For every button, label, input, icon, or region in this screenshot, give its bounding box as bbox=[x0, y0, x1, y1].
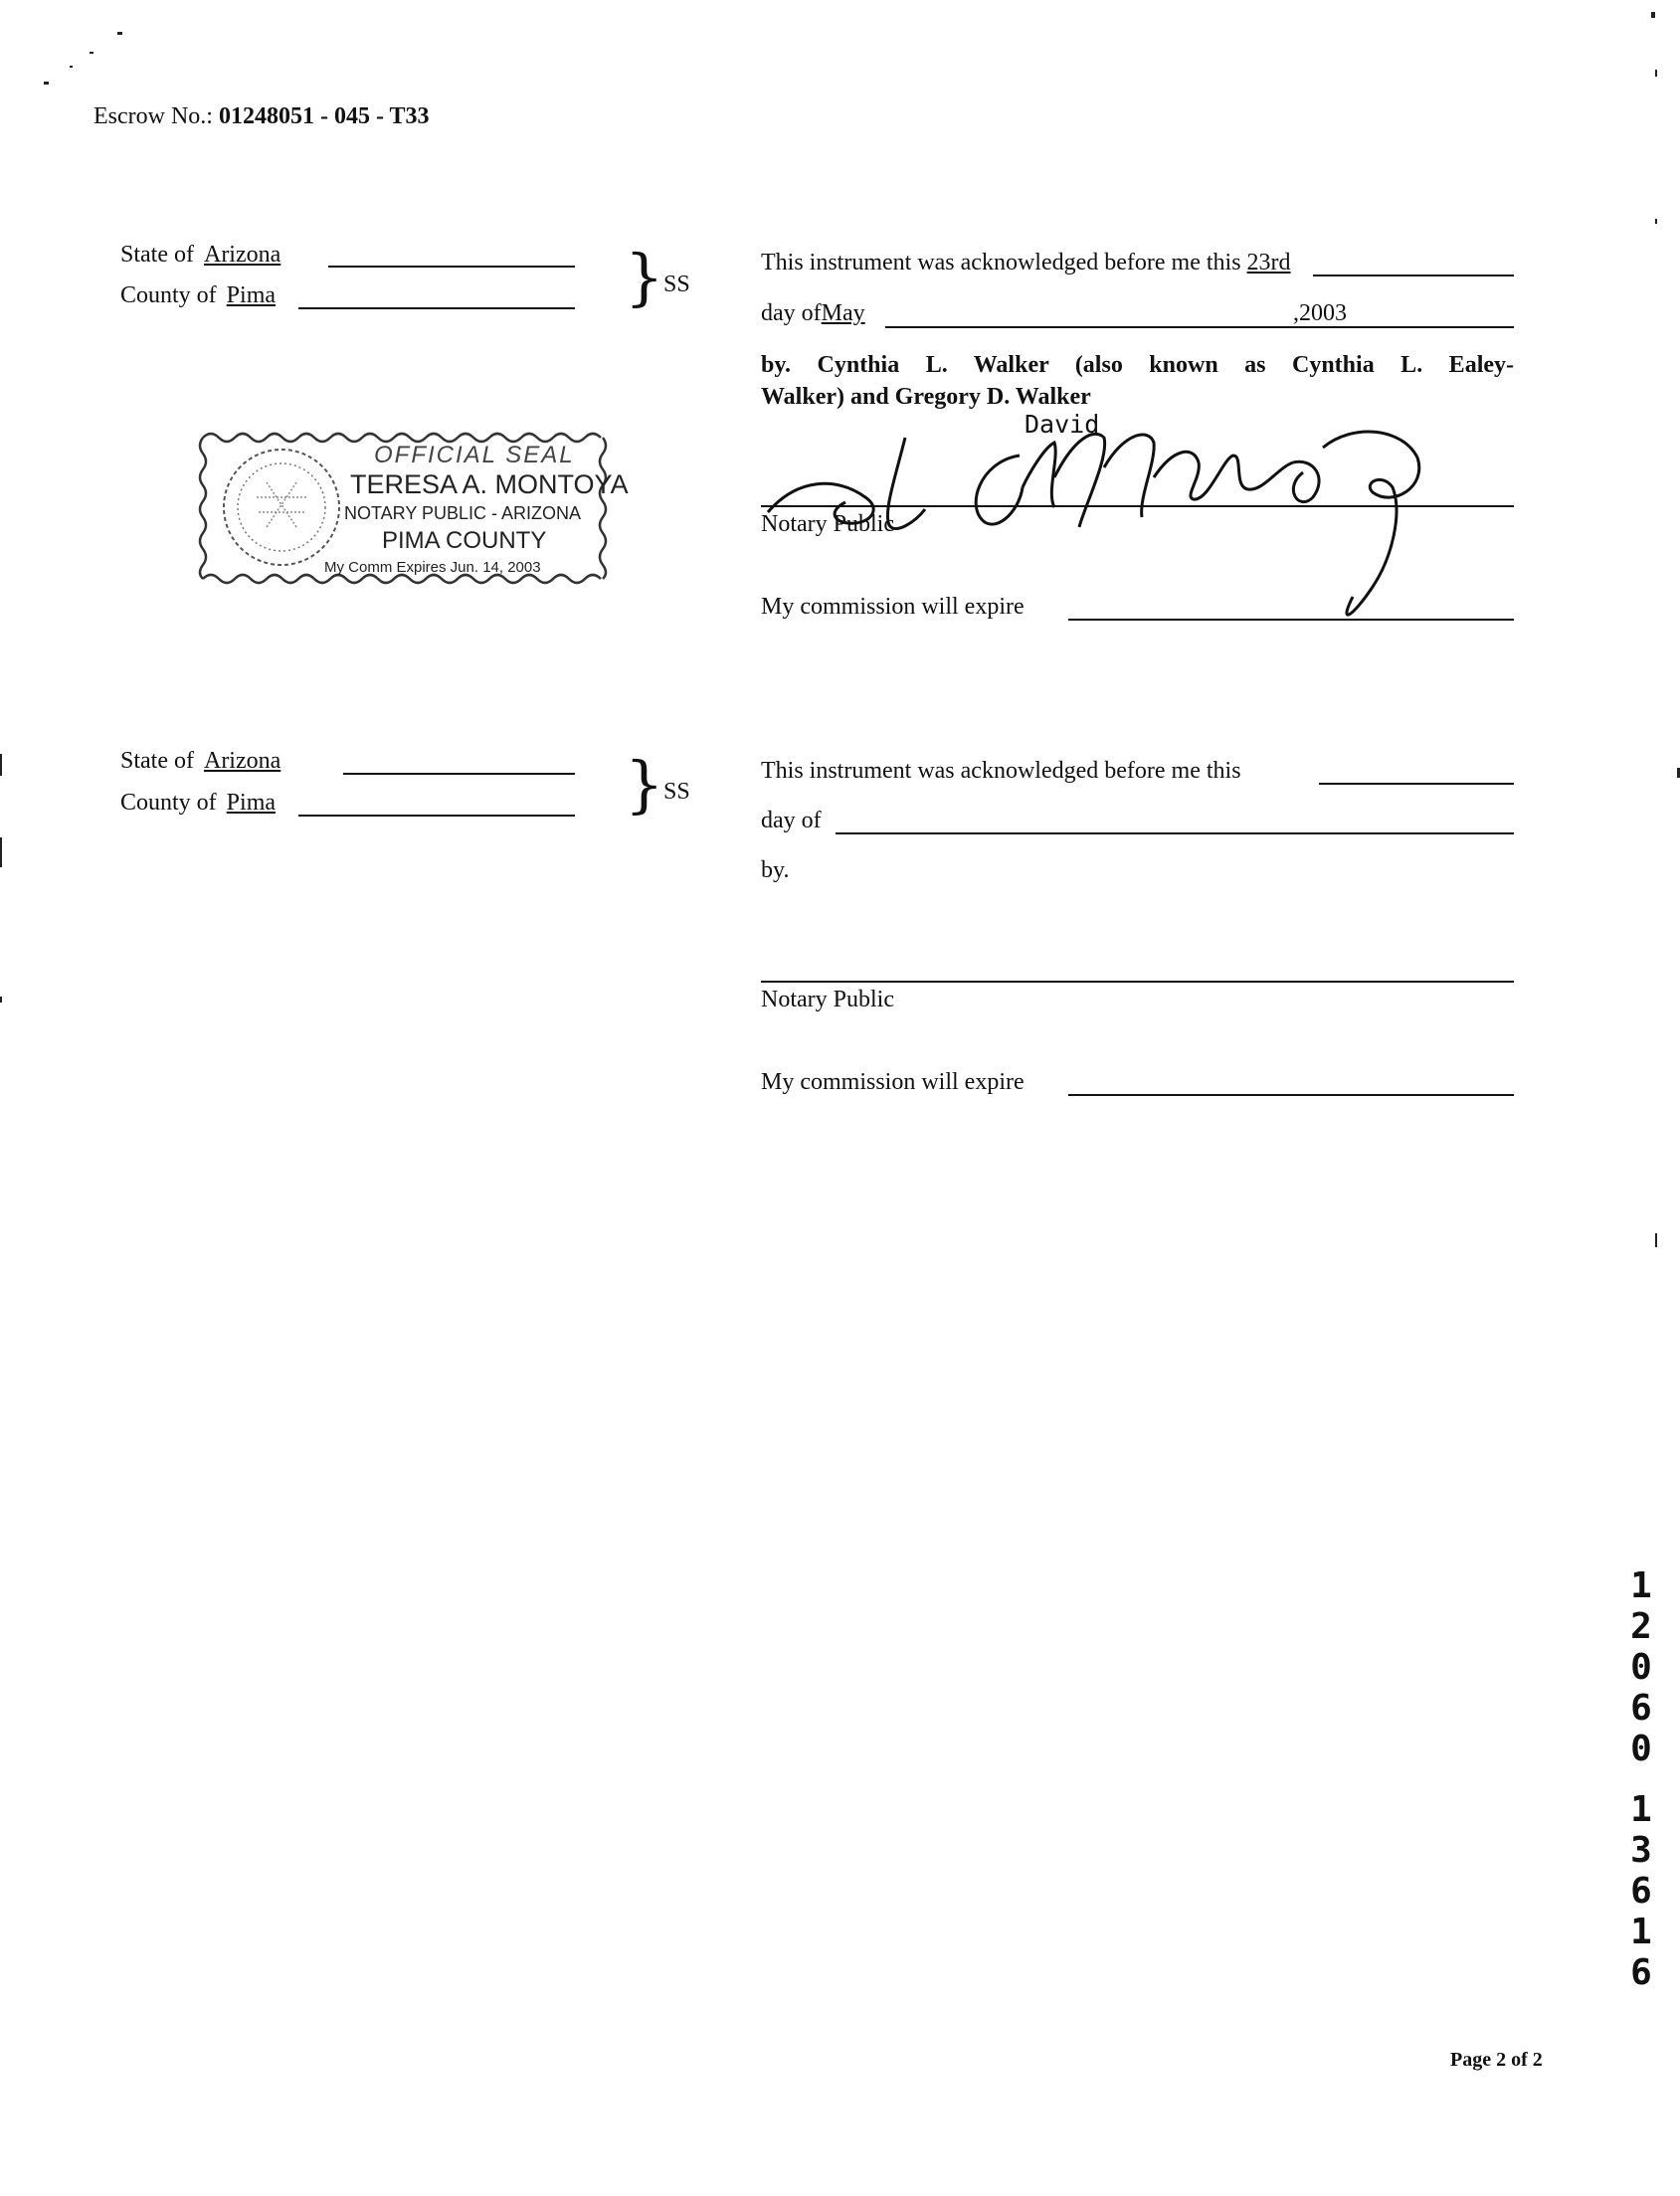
seal-line-5: My Comm Expires Jun. 14, 2003 bbox=[324, 559, 541, 576]
month-value: May bbox=[821, 300, 865, 326]
commission-underline-2 bbox=[1068, 1094, 1514, 1096]
escrow-number: 01248051 - 045 - T33 bbox=[218, 103, 430, 129]
scan-speck bbox=[0, 837, 2, 867]
ss-label: SS bbox=[663, 779, 690, 805]
state-value: Arizona bbox=[203, 242, 281, 268]
county-line-2 bbox=[120, 790, 276, 817]
recording-digit: 6 bbox=[1630, 1871, 1652, 1912]
ack-day: 23rd bbox=[1246, 250, 1291, 275]
recording-digit: 6 bbox=[1630, 1688, 1652, 1729]
day-of-label: day of bbox=[761, 300, 822, 326]
recording-digit: 1 bbox=[1630, 1912, 1652, 1952]
by-parties-line-2: Walker) and Gregory D. Walker bbox=[761, 384, 1091, 410]
county-value: Pima bbox=[226, 282, 277, 308]
ss-label: SS bbox=[663, 272, 690, 297]
brace-icon: } bbox=[625, 748, 664, 821]
by-parties-line-1: by. Cynthia L. Walker (also known as Cynthia L. Ealey- bbox=[761, 352, 1514, 378]
year-value: ,2003 bbox=[1293, 300, 1347, 326]
notary-public-label-2: Notary Public bbox=[761, 987, 894, 1012]
seal-line-4: PIMA COUNTY bbox=[382, 527, 547, 554]
scan-speck bbox=[117, 32, 122, 35]
scan-speck bbox=[90, 52, 93, 54]
state-label: State of bbox=[120, 748, 194, 774]
recording-digit: 1 bbox=[1630, 1789, 1652, 1830]
state-line-underline bbox=[343, 773, 575, 775]
scan-speck bbox=[70, 66, 73, 68]
day-of-line-1 bbox=[761, 300, 865, 327]
scan-speck bbox=[0, 754, 2, 776]
brace-icon: } bbox=[625, 241, 664, 313]
ack-day-underline bbox=[1313, 274, 1514, 276]
ack-text-2: This instrument was acknowledged before me this bbox=[761, 758, 1241, 784]
scan-speck bbox=[0, 997, 2, 1003]
recording-digit: 6 bbox=[1630, 1952, 1652, 1993]
escrow-header bbox=[93, 103, 430, 130]
recording-digit: 0 bbox=[1630, 1647, 1652, 1688]
scan-speck bbox=[44, 82, 49, 85]
county-value: Pima bbox=[226, 790, 277, 816]
commission-label-1: My commission will expire bbox=[761, 594, 1025, 620]
day-of-label-2: day of bbox=[761, 808, 822, 833]
notary-signature-line bbox=[761, 505, 1514, 507]
state-line-1 bbox=[120, 242, 280, 269]
scan-speck bbox=[1651, 12, 1655, 18]
ack-text: This instrument was acknowledged before me this bbox=[761, 250, 1241, 275]
seal-line-3: NOTARY PUBLIC - ARIZONA bbox=[344, 503, 582, 523]
official-seal-stamp bbox=[197, 428, 629, 587]
notary-signature-line-2 bbox=[761, 981, 1514, 983]
seal-line-1: OFFICIAL SEAL bbox=[374, 442, 575, 468]
recording-number bbox=[1621, 1565, 1661, 1993]
state-line-underline bbox=[328, 266, 575, 268]
seal-line-2: TERESA A. MONTOYA bbox=[350, 469, 629, 499]
recording-digit-gap bbox=[1621, 1769, 1661, 1789]
recording-digit: 3 bbox=[1630, 1830, 1652, 1871]
recording-digit: 2 bbox=[1630, 1606, 1652, 1647]
by-label-2: by. bbox=[761, 857, 790, 883]
commission-label-2: My commission will expire bbox=[761, 1069, 1025, 1095]
recording-digit: 1 bbox=[1630, 1565, 1652, 1606]
state-label: State of bbox=[120, 242, 194, 268]
page-number: Page 2 of 2 bbox=[1450, 2049, 1543, 2071]
scan-speck bbox=[1655, 70, 1657, 77]
county-line-1 bbox=[120, 282, 276, 309]
commission-underline-1 bbox=[1068, 619, 1514, 621]
escrow-label: Escrow No.: bbox=[93, 103, 213, 129]
handwritten-correction: David bbox=[1025, 410, 1100, 439]
recording-digit: 0 bbox=[1630, 1729, 1652, 1769]
notary-public-label: Notary Public bbox=[761, 511, 894, 537]
scan-speck bbox=[1655, 219, 1657, 224]
state-value: Arizona bbox=[203, 748, 281, 774]
ack-line-1 bbox=[761, 250, 1291, 276]
county-line-underline bbox=[298, 815, 575, 817]
day-of-underline bbox=[885, 326, 1514, 328]
state-line-2 bbox=[120, 748, 280, 775]
county-line-underline bbox=[298, 307, 575, 309]
ack-day-underline-2 bbox=[1319, 783, 1514, 785]
scan-speck bbox=[1655, 1233, 1657, 1247]
county-label: County of bbox=[120, 790, 217, 816]
county-label: County of bbox=[120, 282, 217, 308]
day-of-underline-2 bbox=[836, 832, 1514, 834]
